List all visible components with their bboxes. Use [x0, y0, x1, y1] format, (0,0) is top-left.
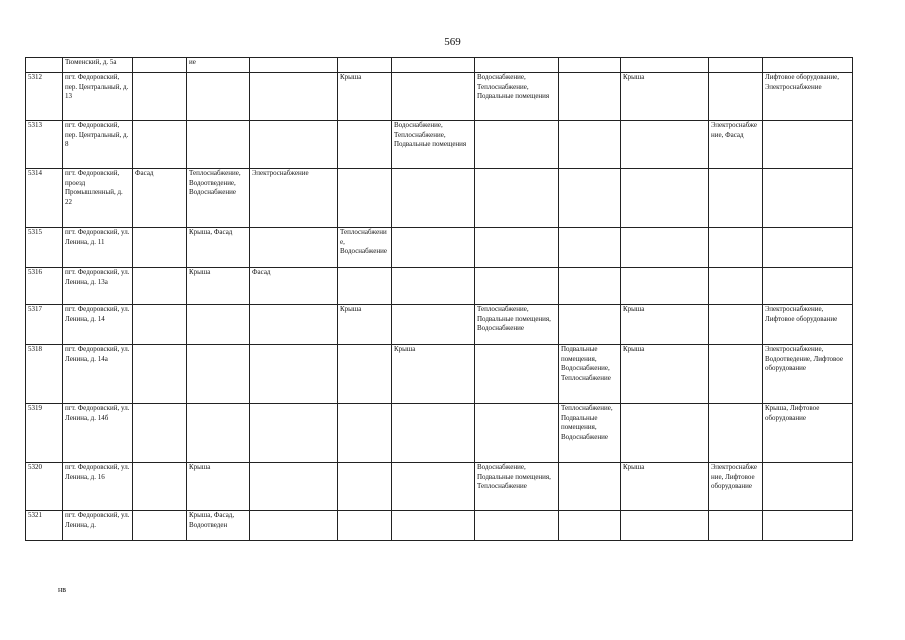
cell-col-7: Водоснабжение, Теплоснабжение, Подвальные помещения	[392, 121, 475, 169]
cell-col-5	[250, 73, 338, 121]
cell-col-11	[709, 169, 763, 228]
cell-col-12	[763, 58, 853, 73]
cell-object-number: 5319	[26, 404, 63, 463]
table-row	[26, 404, 853, 463]
cell-col-12: Электроснабжение, Водоотведение, Лифтовое оборудование	[763, 345, 853, 404]
cell-col-9	[559, 305, 621, 345]
cell-col-3	[133, 58, 187, 73]
cell-object-number: 5318	[26, 345, 63, 404]
cell-col-9: Подвальные помещения, Водоснабжение, Теплоснабжение	[559, 345, 621, 404]
repair-registry-table	[25, 57, 853, 541]
table-row	[26, 345, 853, 404]
cell-col-8	[475, 228, 559, 268]
cell-address: пгт. Федоровский, ул. Ленина, д. 14	[63, 305, 133, 345]
cell-col-9	[559, 511, 621, 541]
cell-object-number: 5312	[26, 73, 63, 121]
table-row	[26, 121, 853, 169]
cell-col-6: Крыша	[338, 305, 392, 345]
table-row	[26, 268, 853, 305]
cell-col-6	[338, 169, 392, 228]
cell-col-5	[250, 58, 338, 73]
cell-col-3	[133, 268, 187, 305]
cell-col-9	[559, 268, 621, 305]
cell-col-6	[338, 268, 392, 305]
cell-object-number	[26, 58, 63, 73]
cell-col-10: Крыша	[621, 463, 709, 511]
cell-object-number: 5314	[26, 169, 63, 228]
cell-col-10	[621, 169, 709, 228]
cell-col-11: Электроснабжение, Фасад	[709, 121, 763, 169]
cell-col-3	[133, 345, 187, 404]
cell-col-7	[392, 463, 475, 511]
table-row	[26, 228, 853, 268]
cell-object-number: 5316	[26, 268, 63, 305]
cell-col-12	[763, 169, 853, 228]
cell-address: пгт. Федоровский, проезд Промышленный, д. 22	[63, 169, 133, 228]
cell-col-5	[250, 228, 338, 268]
cell-col-5	[250, 404, 338, 463]
cell-address: пгт. Федоровский, пер. Центральный, д. 8	[63, 121, 133, 169]
cell-col-4	[187, 73, 250, 121]
cell-col-5	[250, 463, 338, 511]
cell-col-10	[621, 58, 709, 73]
page-number: 569	[444, 36, 461, 48]
cell-col-7	[392, 73, 475, 121]
cell-col-8	[475, 345, 559, 404]
cell-col-10: Крыша	[621, 345, 709, 404]
cell-object-number: 5317	[26, 305, 63, 345]
cell-col-12: Лифтовое оборудование, Электроснабжение	[763, 73, 853, 121]
cell-col-9: Теплоснабжение, Подвальные помещения, Водоснабжение	[559, 404, 621, 463]
cell-col-4: Крыша	[187, 463, 250, 511]
cell-col-4	[187, 305, 250, 345]
cell-col-11: Электроснабжение, Лифтовое оборудование	[709, 463, 763, 511]
cell-col-3	[133, 73, 187, 121]
cell-col-3	[133, 305, 187, 345]
cell-col-11	[709, 228, 763, 268]
cell-col-8	[475, 169, 559, 228]
cell-col-8	[475, 58, 559, 73]
cell-col-4	[187, 404, 250, 463]
cell-col-9	[559, 121, 621, 169]
cell-col-3	[133, 404, 187, 463]
cell-col-7: Крыша	[392, 345, 475, 404]
cell-address: пгт. Федоровский, ул. Ленина, д. 11	[63, 228, 133, 268]
cell-col-10	[621, 404, 709, 463]
cell-col-9	[559, 228, 621, 268]
footer-mark: нв	[58, 585, 67, 594]
cell-col-5	[250, 345, 338, 404]
cell-col-3	[133, 511, 187, 541]
cell-col-6	[338, 345, 392, 404]
cell-col-8	[475, 511, 559, 541]
cell-col-8	[475, 121, 559, 169]
cell-col-3: Фасад	[133, 169, 187, 228]
cell-col-7	[392, 58, 475, 73]
table-row	[26, 169, 853, 228]
cell-col-8	[475, 268, 559, 305]
cell-col-11	[709, 345, 763, 404]
cell-col-6: Теплоснабжение, Водоснабжение	[338, 228, 392, 268]
table-row	[26, 511, 853, 541]
cell-col-7	[392, 511, 475, 541]
cell-col-3	[133, 228, 187, 268]
cell-col-10: Крыша	[621, 305, 709, 345]
cell-col-12	[763, 121, 853, 169]
cell-col-12	[763, 268, 853, 305]
cell-col-12: Электроснабжение, Лифтовое оборудование	[763, 305, 853, 345]
cell-object-number: 5313	[26, 121, 63, 169]
cell-col-9	[559, 169, 621, 228]
cell-col-6	[338, 511, 392, 541]
cell-col-7	[392, 169, 475, 228]
cell-col-12	[763, 511, 853, 541]
cell-col-8: Водоснабжение, Теплоснабжение, Подвальные помещения	[475, 73, 559, 121]
cell-address: Тюменский, д. 5а	[63, 58, 133, 73]
cell-col-4: Теплоснабжение, Водоотведение, Водоснабжение	[187, 169, 250, 228]
cell-col-9	[559, 463, 621, 511]
table-row	[26, 305, 853, 345]
cell-col-5: Фасад	[250, 268, 338, 305]
cell-col-10	[621, 268, 709, 305]
cell-col-11	[709, 404, 763, 463]
cell-col-11	[709, 511, 763, 541]
cell-col-4	[187, 345, 250, 404]
table-row	[26, 58, 853, 73]
cell-address: пгт. Федоровский, ул. Ленина, д.	[63, 511, 133, 541]
cell-col-9	[559, 58, 621, 73]
cell-col-3	[133, 463, 187, 511]
cell-col-7	[392, 404, 475, 463]
cell-col-10: Крыша	[621, 73, 709, 121]
cell-col-11	[709, 268, 763, 305]
cell-col-6	[338, 463, 392, 511]
cell-col-5: Электроснабжение	[250, 169, 338, 228]
cell-col-4: Крыша	[187, 268, 250, 305]
cell-col-4	[187, 121, 250, 169]
cell-col-10	[621, 121, 709, 169]
cell-col-8	[475, 404, 559, 463]
cell-col-6: Крыша	[338, 73, 392, 121]
cell-col-7	[392, 268, 475, 305]
cell-col-5	[250, 305, 338, 345]
cell-col-11	[709, 305, 763, 345]
cell-address: пгт. Федоровский, пер. Центральный, д. 13	[63, 73, 133, 121]
table-row	[26, 463, 853, 511]
cell-col-5	[250, 511, 338, 541]
cell-col-10	[621, 228, 709, 268]
cell-address: пгт. Федоровский, ул. Ленина, д. 16	[63, 463, 133, 511]
cell-col-7	[392, 305, 475, 345]
cell-col-3	[133, 121, 187, 169]
cell-col-7	[392, 228, 475, 268]
cell-address: пгт. Федоровский, ул. Ленина, д. 14б	[63, 404, 133, 463]
cell-col-6	[338, 121, 392, 169]
cell-col-8: Водоснабжение, Подвальные помещения, Теплоснабжение	[475, 463, 559, 511]
cell-object-number: 5320	[26, 463, 63, 511]
cell-address: пгт. Федоровский, ул. Ленина, д. 14а	[63, 345, 133, 404]
cell-col-9	[559, 73, 621, 121]
cell-col-4: Крыша, Фасад, Водоотведен	[187, 511, 250, 541]
cell-col-4: ие	[187, 58, 250, 73]
cell-col-11	[709, 73, 763, 121]
cell-col-6	[338, 404, 392, 463]
cell-address: пгт. Федоровский, ул. Ленина, д. 13а	[63, 268, 133, 305]
cell-col-11	[709, 58, 763, 73]
cell-col-12	[763, 463, 853, 511]
registry-body	[26, 58, 853, 541]
cell-object-number: 5321	[26, 511, 63, 541]
cell-col-6	[338, 58, 392, 73]
cell-col-12: Крыша, Лифтовое оборудование	[763, 404, 853, 463]
cell-col-5	[250, 121, 338, 169]
cell-col-4: Крыша, Фасад	[187, 228, 250, 268]
cell-col-8: Теплоснабжение, Подвальные помещения, Водоснабжение	[475, 305, 559, 345]
cell-object-number: 5315	[26, 228, 63, 268]
table-row	[26, 73, 853, 121]
cell-col-12	[763, 228, 853, 268]
cell-col-10	[621, 511, 709, 541]
